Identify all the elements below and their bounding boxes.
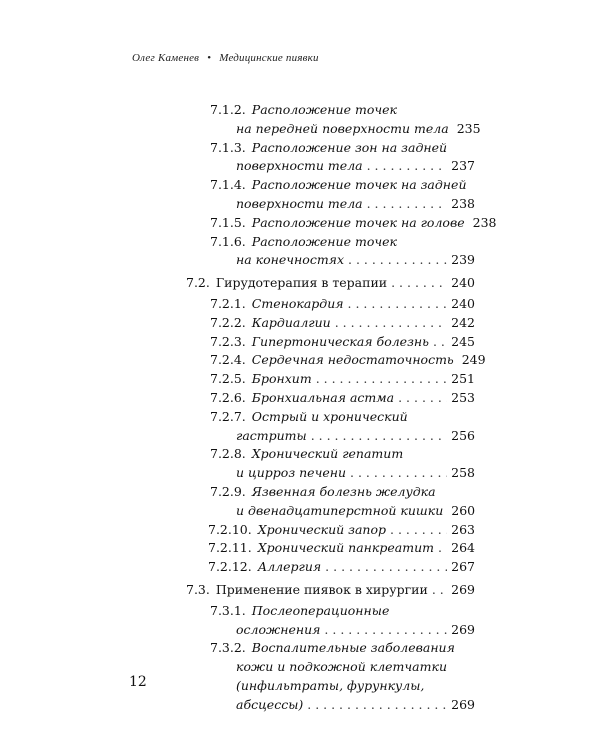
toc-page-number: 249 [461,352,486,368]
toc-entry-title: Кардиалгии [251,314,331,330]
toc-entry-line [236,677,424,695]
toc-entry-title: Применение пиявок в хирургии [215,582,428,597]
toc-entry-number: 7.3.1. [210,602,246,618]
toc-page-number: 258 [451,465,475,481]
toc-entry-line [210,333,475,351]
toc-leader-dots [348,295,448,313]
toc-entry-number: 7.3. [186,582,210,597]
toc-page-number: 253 [451,390,475,405]
toc-entry-title: Расположение точек [251,233,397,249]
toc-entry-number: 7.1.5. [210,214,246,230]
toc-leader-dots [367,157,448,175]
toc-leader-dots [350,464,447,482]
toc-page-number: 260 [451,502,476,518]
toc-entry-number: 7.1.4. [210,177,246,193]
toc-entry-line [210,351,486,369]
toc-page-number: 263 [451,521,475,537]
toc-leader-dots [324,621,447,639]
toc-entry-title: и двенадцатиперстной кишки [236,502,444,518]
toc-entry-title: на передней поверхности тела [236,120,449,136]
toc-entry-title: гастриты [236,427,307,443]
toc-entry-title: поверхности тела [236,196,363,211]
toc-entry-line [210,602,389,620]
toc-entry-number: 7.1.6. [210,233,246,249]
page-number: 12 [129,674,147,690]
toc-entry-number: 7.2.5. [210,371,246,387]
toc-entry-line [236,464,475,482]
toc-entry-title: абсцессы) [236,696,304,712]
header-author: Олег Каменев [132,52,200,64]
toc-entry-title: Гипертоническая болезнь [251,333,429,349]
toc-entry-line [210,483,436,501]
toc-entry-line [186,274,475,292]
toc-entry-number: 7.2.12. [208,559,252,575]
toc-entry-line [236,251,475,269]
toc-entry-number: 7.2.1. [210,296,246,311]
toc-entry-line [210,445,403,463]
toc-page-number: 264 [451,540,475,556]
toc-entry-title: Хронический панкреатит [257,540,434,556]
toc-entry-line [210,639,455,657]
toc-page-number: 256 [451,427,475,443]
toc-entry-number: 7.2.2. [210,314,246,330]
toc-leader-dots [325,558,447,576]
toc-entry-line [210,370,475,388]
toc-entry-title: Расположение точек [251,102,397,117]
toc-page-number: 237 [451,158,475,174]
toc-entry-number: 7.2.8. [210,446,246,462]
toc-entry-title: Язвенная болезнь желудка [251,484,436,499]
toc-leader-dots [335,314,447,332]
toc-entry-line [208,558,475,576]
toc-entry-line [210,295,475,313]
toc-leader-dots [367,195,448,213]
toc-entry-number: 7.2.4. [210,352,246,368]
toc-leader-dots [432,581,447,599]
toc-entry-number: 7.2.9. [210,484,246,499]
toc-page-number: 245 [451,333,475,349]
toc-entry-title: Гирудотерапия в терапии [215,275,388,291]
toc-entry-number: 7.3.2. [210,640,246,656]
toc-page-number: 269 [451,621,475,637]
toc-entry-title: Хронический запор [257,521,387,537]
toc-leader-dots [433,333,447,351]
toc-entry-number: 7.2.7. [210,408,246,424]
toc-page-number: 267 [451,559,475,575]
toc-page-number: 238 [451,196,475,211]
toc-entry-title: Стенокардия [251,296,344,311]
toc-entry-title: поверхности тела [236,158,363,174]
toc-entry-line [210,139,447,157]
toc-entry-title: Расположение точек на голове [251,214,465,230]
toc-leader-dots [311,427,447,445]
toc-page-number: 240 [451,296,475,311]
running-header [132,52,319,64]
toc-entry-line [236,427,475,445]
toc-entry-title: Сердечная недостаточность [251,352,454,368]
toc-page-number: 269 [451,696,475,712]
toc-entry-title: и цирроз печени [236,465,347,481]
toc-entry-title: кожи и подкожной клетчатки [236,659,447,675]
toc-leader-dots [398,389,447,407]
toc-entry-number: 7.1.2. [210,102,246,117]
toc-leader-dots [391,274,447,292]
toc-entry-line [186,581,475,599]
toc-page-number: 235 [456,120,481,136]
toc-entry-title: Бронхит [251,371,312,387]
toc-entry-number: 7.2.11. [208,540,252,556]
header-separator: • [207,52,212,64]
toc-entry-title: Расположение зон на задней [251,139,448,155]
toc-entry-number: 7.1.3. [210,139,246,155]
toc-page-number: 251 [451,371,475,387]
toc-leader-dots [390,521,447,539]
toc-entry-line [236,696,475,714]
toc-entry-line [210,408,408,426]
toc-leader-dots [438,539,447,557]
toc-entry-line [210,176,467,194]
header-title: Медицинские пиявки [219,52,319,64]
toc-page-number: 239 [451,252,475,268]
toc-entry-number: 7.2.10. [208,521,252,537]
toc-entry-title: Бронхиальная астма [251,390,395,405]
toc-entry-line [208,521,475,539]
toc-entry-line [236,658,447,676]
toc-entry-number: 7.2.6. [210,390,246,405]
toc-page-number: 269 [451,582,475,597]
toc-entry-line [210,389,475,407]
toc-entry-line [210,233,397,251]
toc-leader-dots [316,370,447,388]
toc-entry-title: Хронический гепатит [251,446,404,462]
toc-page-number: 242 [451,314,475,330]
toc-entry-title: Расположение точек на задней [251,177,467,193]
toc-entry-title: осложнения [236,621,321,637]
toc-entry-title: (инфильтраты, фурункулы, [236,678,425,693]
toc-entry-line [208,539,475,557]
toc-entry-line [210,314,475,332]
toc-entry-line [236,120,481,138]
toc-entry-title: на конечностях [236,252,344,268]
toc-entry-line [236,502,475,520]
toc-entry-title: Послеоперационные [251,602,390,618]
toc-entry-title: Воспалительные заболевания [251,640,455,656]
toc-page-number: 238 [472,214,497,230]
toc-leader-dots [348,251,447,269]
toc-entry-line [210,214,497,232]
toc-leader-dots [307,696,447,714]
toc-page-number: 240 [451,275,475,291]
toc-entry-line [236,157,475,175]
toc-entry-number: 7.2.3. [210,333,246,349]
toc-entry-number: 7.2. [186,275,210,291]
toc-entry-line [210,101,397,119]
toc-entry-title: Аллергия [257,559,322,575]
toc-entry-title: Острый и хронический [251,408,408,424]
toc-entry-line [236,195,475,213]
toc-entry-line [236,621,475,639]
